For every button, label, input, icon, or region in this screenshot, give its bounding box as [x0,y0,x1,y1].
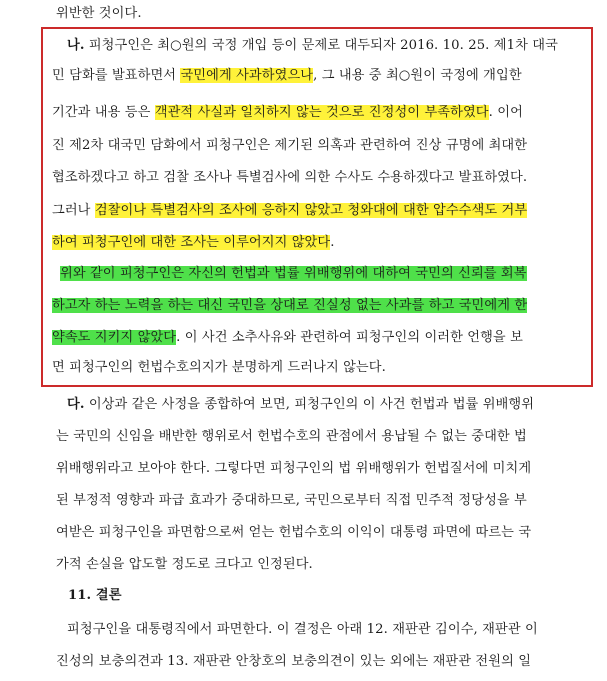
boxed-line-3 [52,103,523,123]
para-da-line-5: 여받은 피청구인을 파면함으로써 얻는 헌법수호의 이익이 대통령 파면에 따르는 국 [56,525,532,540]
conclusion-line-2: 진성의 보충의견과 13. 재판관 안창호의 보충의견이 있는 외에는 재판관 전원의 일 [56,654,532,669]
yellow-highlight: 하여 피청구인에 대한 조사는 이루어지지 않았다 [52,235,331,250]
boxed-line-7 [52,233,335,253]
boxed-line-11: 면 피청구인의 헌법수호의지가 분명하게 드러나지 않는다. [52,360,386,375]
text-span: , 그 내용 중 최○원이 국정에 개입한 [313,68,522,83]
yellow-highlight: 국민에게 사과하였으나 [180,68,314,83]
boxed-line-5: 협조하겠다고 하고 검찰 조사나 특별검사에 의한 수사도 수용하겠다고 발표하였다. [52,170,528,185]
green-highlight: 약속도 지키지 않았다 [52,330,177,345]
conclusion-line-1: 피청구인을 대통령직에서 파면한다. 이 결정은 아래 12. 재판관 김이수, 재판관 이 [67,622,538,637]
text-span: . [330,235,335,250]
text-span: 그러나 [52,203,95,218]
text-span: . 이 사건 소추사유와 관련하여 피청구인의 이러한 언행을 보 [176,330,523,345]
boxed-line-4: 진 제2차 대국민 담화에서 피청구인은 제기된 의혹과 관련하여 진상 규명에 최대한 [52,138,528,153]
para-da-line-2: 는 국민의 신임을 배반한 행위로서 헌법수호의 관점에서 용납될 수 없는 중대한 법 [56,429,527,444]
section-heading-conclusion: 11. 결론 [68,588,122,603]
boxed-line-8 [60,264,527,284]
para-label-da: 다. [67,397,85,412]
para-da-line-3: 위배행위라고 보아야 한다. 그렇다면 피청구인의 법 위배행위가 헌법질서에 미치게 [56,461,532,476]
top-fragment: 위반한 것이다. [56,6,142,21]
text-span: 이상과 같은 사정을 종합하여 보면, 피청구인의 이 사건 헌법과 법률 위배행위 [84,397,535,412]
text-span: 피청구인은 최○원의 국정 개입 등이 문제로 대두되자 2016. 10. 25. 제1차 대국 [84,38,558,53]
text-span: 민 담화를 발표하면서 [52,68,181,83]
text-span: 기간과 내용 등은 [52,105,155,120]
boxed-line-1 [67,36,558,56]
para-da-line-1 [67,395,534,415]
text-span: . 이어 [488,105,523,120]
boxed-line-9 [52,296,527,316]
green-highlight: 하고자 하는 노력을 하는 대신 국민을 상대로 진실성 없는 사과를 하고 국민에게 한 [52,298,528,313]
yellow-highlight: 객관적 사실과 일치하지 않는 것으로 진정성이 부족하였다 [154,105,489,120]
para-label-na: 나. [67,38,85,53]
yellow-highlight: 검찰이나 특별검사의 조사에 응하지 않았고 청와대에 대한 압수수색도 거부 [94,203,528,218]
green-highlight: 위와 같이 피청구인은 자신의 헌법과 법률 위배행위에 대하여 국민의 신뢰를 회복 [60,266,527,281]
boxed-line-2 [52,66,522,86]
para-da-line-4: 된 부정적 영향과 파급 효과가 중대하므로, 국민으로부터 직접 민주적 정당성을 부 [56,493,527,508]
boxed-line-6 [52,201,527,221]
boxed-line-10 [52,328,523,348]
para-da-line-6: 가적 손실을 압도할 정도로 크다고 인정된다. [56,557,313,572]
